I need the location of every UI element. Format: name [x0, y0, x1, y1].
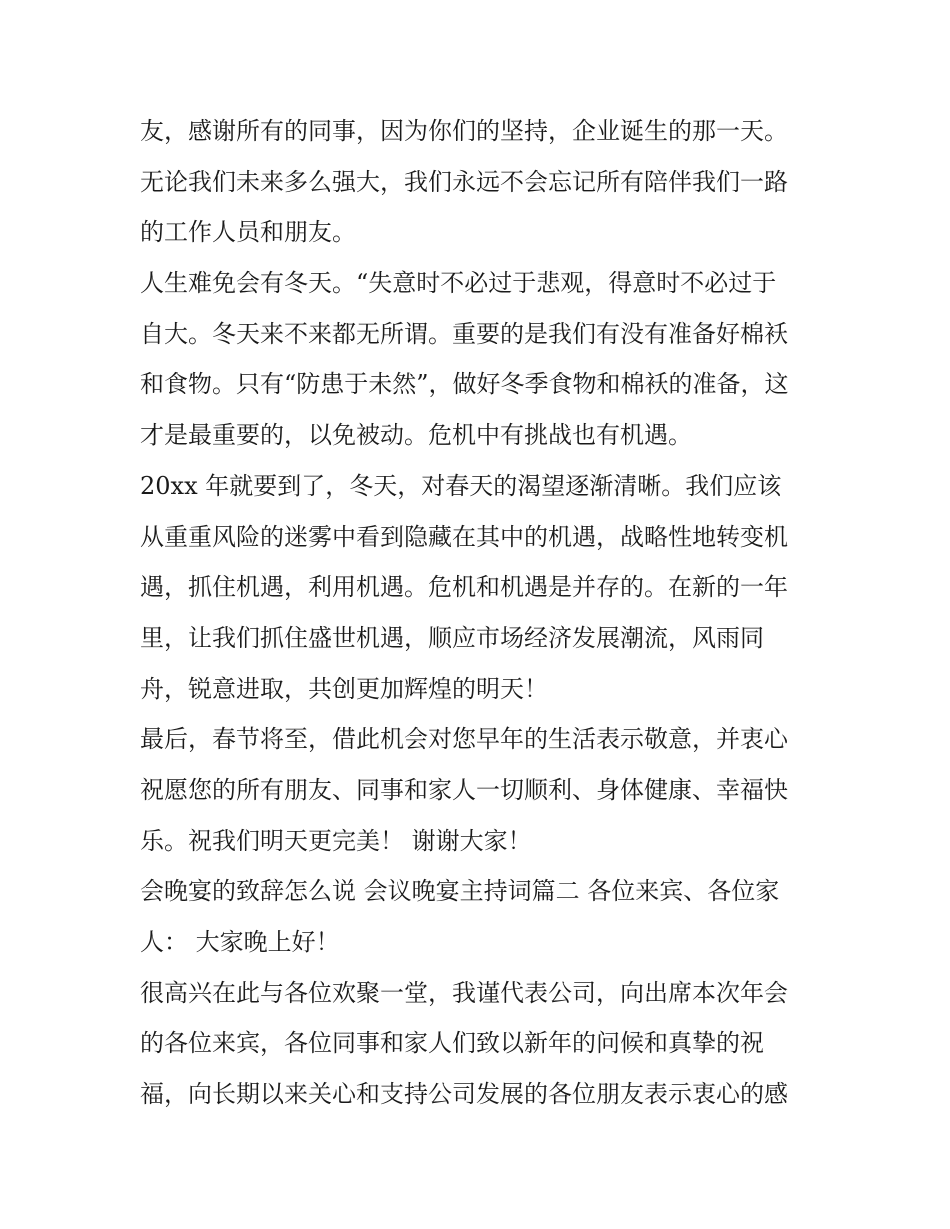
text-line: 友，感谢所有的同事，因为你们的坚持，企业诞生的那一天。	[140, 117, 788, 145]
text-line: 20xx 年就要到了，冬天，对春天的渴望逐渐清晰。我们应该	[140, 471, 782, 500]
text-line: 的各位来宾，各位同事和家人们致以新年的问候和真挚的祝	[140, 1029, 764, 1058]
text-line: 从重重风险的迷雾中看到隐藏在其中的机遇，战略性地转变机	[140, 522, 788, 551]
text-line: 无论我们未来多么强大，我们永远不会忘记所有陪伴我们一路	[140, 167, 788, 196]
text-line: 乐。祝我们明天更完美！ 谢谢大家！	[140, 826, 532, 855]
text-line: 才是最重要的，以免被动。危机中有挑战也有机遇。	[140, 421, 692, 450]
text-line: 的工作人员和朋友。	[140, 218, 356, 247]
text-line: 祝愿您的所有朋友、同事和家人一切顺利、身体健康、幸福快	[140, 775, 788, 804]
text-line: 会晚宴的致辞怎么说 会议晚宴主持词篇二 各位来宾、各位家	[140, 877, 780, 906]
text-line: 最后，春节将至，借此机会对您早年的生活表示敬意，并衷心	[140, 725, 788, 754]
text-line: 遇，抓住机遇，利用机遇。危机和机遇是并存的。在新的一年	[140, 573, 788, 602]
text-line: 自大。冬天来不来都无所谓。重要的是我们有没有准备好棉袄	[140, 319, 788, 348]
text-line: 舟，锐意进取，共创更加辉煌的明天！	[140, 674, 548, 703]
text-line: 人： 大家晚上好！	[140, 928, 340, 956]
text-line: 福，向长期以来关心和支持公司发展的各位朋友表示衷心的感	[140, 1080, 788, 1109]
document-body	[140, 106, 820, 1120]
text-line: 里，让我们抓住盛世机遇，顺应市场经济发展潮流，风雨同	[140, 623, 764, 652]
text-line: 人生难免会有冬天。“失意时不必过于悲观，得意时不必过于	[140, 269, 777, 298]
text-line: 很高兴在此与各位欢聚一堂，我谨代表公司，向出席本次年会	[140, 978, 788, 1007]
text-line: 和食物。只有“防患于未然”，做好冬季食物和棉袄的准备，这	[140, 370, 789, 399]
